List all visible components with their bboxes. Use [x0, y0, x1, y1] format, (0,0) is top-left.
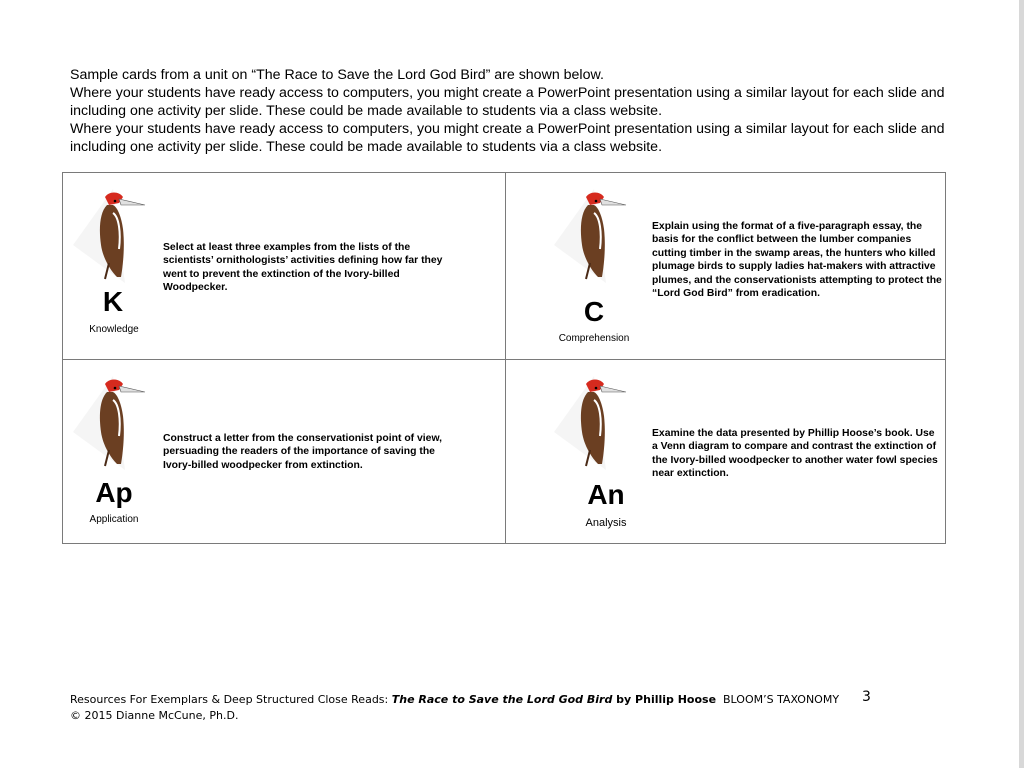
footer-author: by Phillip Hoose	[612, 693, 717, 706]
bloom-level-label: Application	[89, 514, 139, 525]
intro-line: Where your students have ready access to computers, you might create a PowerPoint presentation using a similar layout for each slide and including one activity per slide. These could be made available to students via a class website.	[70, 121, 945, 155]
card-knowledge	[63, 173, 505, 359]
page-edge-shadow	[1019, 0, 1024, 768]
woodpecker-icon	[69, 183, 159, 283]
woodpecker-icon	[69, 370, 159, 470]
intro-line: Sample cards from a unit on “The Race to Save the Lord God Bird” are shown below.	[70, 67, 604, 83]
footer-copyright: © 2015 Dianne McCune, Ph.D.	[70, 709, 239, 722]
card-task-text: Construct a letter from the conservationist point of view, persuading the readers of the importance of saving the Ivory-billed woodpecker from extinction.	[163, 433, 443, 471]
bloom-level-label: Analysis	[585, 517, 627, 529]
card-analysis	[506, 360, 948, 546]
footer-line	[70, 692, 716, 708]
card-grid	[62, 172, 946, 544]
bloom-level-letter: C	[583, 296, 605, 327]
footer-prefix: Resources For Exemplars & Deep Structured Close Reads:	[70, 693, 392, 706]
intro-line: Where your students have ready access to computers, you might create a PowerPoint presentation using a similar layout for each slide and including one activity per slide. These could be made available to students via a class website.	[70, 85, 945, 119]
card-task-text: Examine the data presented by Phillip Hoose’s book. Use a Venn diagram to compare and contrast the extinction of the Ivory-billed woodpecker to another water fowl species near extinction.	[652, 428, 938, 480]
page-number: 3	[862, 689, 871, 705]
card-application	[63, 360, 505, 546]
bloom-level-letter: An	[587, 479, 625, 510]
footer-book-title: The Race to Save the Lord God Bird	[391, 693, 613, 706]
card-task-text: Select at least three examples from the lists of the scientists’ ornithologists’ activities defining how far they went to prevent the extinction of the Ivory-billed Woodpecker.	[163, 242, 443, 294]
bloom-level-label: Comprehension	[558, 333, 630, 344]
intro-text	[70, 66, 950, 156]
footer-tag: BLOOM’S TAXONOMY	[723, 693, 840, 706]
card-task-text: Explain using the format of a five-paragraph essay, the basis for the conflict between the lumber companies cutting timber in the swamp areas, the hunters who killed plumage birds to supply ladies hat-makers with attractive plumes, and the conservationists attempting to protect the “Lord God Bird” from eradication.	[652, 221, 942, 300]
bloom-level-letter: Ap	[95, 477, 133, 508]
bloom-level-letter: K	[102, 286, 124, 317]
woodpecker-icon	[550, 370, 640, 470]
bloom-level-label: Knowledge	[89, 324, 139, 335]
card-comprehension	[506, 173, 948, 359]
footer-citation	[70, 692, 716, 724]
woodpecker-icon	[550, 183, 640, 283]
